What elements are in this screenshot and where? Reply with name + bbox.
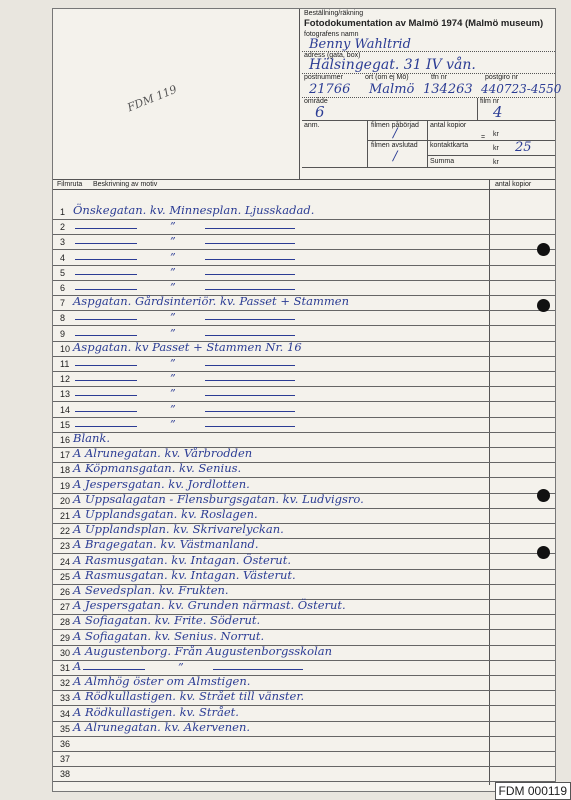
ditto-mark: ” bbox=[170, 281, 176, 294]
ditto-line bbox=[205, 426, 295, 427]
motif-description: Blank. bbox=[73, 431, 111, 445]
motif-description: A Alrunegatan. kv. Akervenen. bbox=[73, 719, 251, 734]
frame-number: 19 bbox=[60, 480, 71, 491]
frame-number: 15 bbox=[60, 419, 71, 430]
table-row bbox=[53, 266, 555, 281]
archive-stamp: FDM 119 bbox=[125, 82, 179, 115]
ditto-line bbox=[83, 669, 145, 670]
frame-number: 31 bbox=[60, 663, 71, 673]
ditto-line bbox=[75, 335, 137, 336]
ditto-line bbox=[75, 365, 137, 366]
col-copies-header: antal kopior bbox=[495, 181, 532, 188]
ditto-line bbox=[75, 426, 137, 427]
ditto-line bbox=[205, 335, 295, 336]
film-finished-value: / bbox=[393, 149, 398, 164]
ditto-mark: ” bbox=[170, 417, 176, 431]
phone-value: 134263 bbox=[423, 82, 473, 97]
ditto-line bbox=[75, 228, 137, 229]
motif-description: A bbox=[73, 659, 82, 673]
ditto-line bbox=[75, 274, 137, 275]
table-row bbox=[53, 418, 555, 433]
frame-number: 27 bbox=[60, 602, 71, 613]
kr-label-3: kr bbox=[493, 159, 499, 166]
frame-number: 34 bbox=[60, 708, 71, 719]
photographer-label: fotografens namn bbox=[304, 31, 359, 38]
motif-description: A Rasmusgatan. kv. Intagan. Österut. bbox=[73, 552, 291, 567]
motif-description: A Jespersgatan. kv. Jordlotten. bbox=[73, 476, 250, 491]
frame-number: 17 bbox=[60, 450, 71, 461]
table-row bbox=[53, 752, 555, 767]
frame-number: 24 bbox=[60, 556, 71, 567]
table-row bbox=[53, 296, 555, 311]
area-value: 6 bbox=[315, 103, 325, 121]
table-row bbox=[53, 251, 555, 266]
motif-description: A Upplandsplan. kv. Skrivarelyckan. bbox=[73, 522, 284, 537]
frame-number: 18 bbox=[60, 465, 71, 476]
postal-label: postnummer bbox=[304, 74, 343, 81]
film-begun-value: / bbox=[393, 126, 398, 141]
motif-description: A Sofiagatan. kv. Frite. Söderut. bbox=[73, 613, 261, 628]
motif-description: A Rödkullastigen. kv. Strået. bbox=[73, 704, 239, 719]
table-row bbox=[53, 311, 555, 326]
motif-description: A Bragegatan. kv. Västmanland. bbox=[73, 537, 259, 552]
form-title: Fotodokumentation av Malmö 1974 (Malmö museum) bbox=[304, 18, 544, 29]
ditto-line bbox=[205, 243, 295, 244]
film-no-label: film nr bbox=[480, 98, 500, 105]
address-value: Hälsingegat. 31 IV vån. bbox=[309, 57, 476, 73]
frame-number: 26 bbox=[60, 587, 71, 597]
ditto-line bbox=[205, 228, 295, 229]
ditto-mark: ” bbox=[170, 311, 176, 325]
punch-hole bbox=[537, 299, 550, 312]
address-label: adress (gata, box) bbox=[304, 52, 361, 59]
punch-hole bbox=[537, 546, 550, 559]
phone-label: tfn nr bbox=[431, 74, 447, 81]
frame-number: 13 bbox=[60, 389, 71, 400]
frame-number: 29 bbox=[60, 632, 71, 643]
ditto-mark: ” bbox=[170, 250, 176, 264]
frame-number: 16 bbox=[60, 435, 71, 445]
frame-number: 4 bbox=[60, 252, 66, 263]
frame-number: 9 bbox=[60, 328, 66, 339]
motif-description: A Augustenborg. Från Augustenborgsskolan bbox=[73, 643, 333, 658]
frame-number: 14 bbox=[60, 404, 71, 415]
motif-description: A Jespersgatan. kv. Grunden närmast. Österut. bbox=[73, 598, 346, 613]
frame-number: 28 bbox=[60, 617, 71, 628]
film-begun-label: filmen påbörjad bbox=[371, 122, 419, 129]
ditto-mark: ” bbox=[178, 661, 184, 674]
ditto-line bbox=[205, 319, 295, 320]
ditto-line bbox=[205, 380, 295, 381]
ditto-line bbox=[205, 395, 295, 396]
order-label: Beställning/räkning bbox=[304, 10, 364, 17]
col-frame-header: Filmruta bbox=[57, 181, 83, 188]
film-no-value: 4 bbox=[493, 103, 503, 121]
giro-label: postgiro nr bbox=[485, 74, 519, 81]
motif-description: Aspgatan. Gårdsinteriör. kv. Passet + Stammen bbox=[73, 294, 349, 309]
table-row bbox=[53, 767, 555, 782]
ditto-mark: ” bbox=[170, 326, 176, 340]
frame-number: 12 bbox=[60, 374, 71, 385]
motif-description: Aspgatan. kv Passet + Stammen Nr. 16 bbox=[73, 339, 302, 354]
ditto-line bbox=[75, 243, 137, 244]
table-row bbox=[53, 205, 555, 220]
area-label: område bbox=[304, 98, 328, 105]
frame-number: 22 bbox=[60, 526, 71, 537]
table-row bbox=[53, 220, 555, 235]
motif-description: A Köpmansgatan. kv. Senius. bbox=[73, 461, 242, 476]
ditto-line bbox=[205, 289, 295, 290]
motif-description: A Sevedsplan. kv. Frukten. bbox=[73, 583, 229, 597]
frame-number: 33 bbox=[60, 693, 71, 704]
ditto-mark: ” bbox=[170, 387, 176, 401]
frame-number: 11 bbox=[60, 359, 70, 369]
sum-label: Summa bbox=[430, 158, 455, 165]
note-label: anm. bbox=[304, 122, 320, 129]
motif-description: A Alrunegatan. kv. Vårbrodden bbox=[73, 446, 253, 461]
frame-number: 21 bbox=[60, 511, 71, 521]
ditto-line bbox=[205, 259, 295, 260]
frame-number: 10 bbox=[60, 343, 71, 354]
motif-description: A Rödkullastigen. kv. Strået till vänster. bbox=[73, 689, 305, 704]
header-divider bbox=[299, 9, 300, 179]
motif-description: A Sofiagatan. kv. Senius. Norrut. bbox=[73, 628, 265, 643]
ditto-line bbox=[75, 319, 137, 320]
frame-number: 23 bbox=[60, 541, 71, 552]
ditto-line bbox=[205, 365, 295, 366]
city-value: Malmö bbox=[369, 82, 415, 97]
ditto-line bbox=[75, 289, 137, 290]
table-row bbox=[53, 403, 555, 418]
contact-value: 25 bbox=[515, 140, 532, 155]
frame-number: 30 bbox=[60, 647, 71, 658]
frame-number: 1 bbox=[60, 207, 66, 217]
table-row bbox=[53, 235, 555, 250]
copies-label: antal kopior bbox=[430, 122, 467, 129]
ditto-line bbox=[75, 395, 137, 396]
ditto-line bbox=[75, 259, 137, 260]
frame-number: 6 bbox=[60, 283, 66, 293]
table-row bbox=[53, 372, 555, 387]
contact-label: kontaktkarta bbox=[430, 142, 469, 149]
ditto-mark: ” bbox=[170, 372, 176, 386]
ditto-mark: ” bbox=[170, 357, 176, 370]
film-finished-label: filmen avslutad bbox=[371, 142, 418, 149]
ditto-mark: ” bbox=[170, 265, 176, 279]
ditto-line bbox=[213, 669, 303, 670]
frame-number: 20 bbox=[60, 495, 71, 506]
frame-number: 36 bbox=[60, 739, 71, 749]
frame-number: 2 bbox=[60, 222, 66, 233]
kr-label-2: kr bbox=[493, 145, 499, 152]
ditto-mark: ” bbox=[170, 220, 176, 234]
punch-hole bbox=[537, 489, 550, 502]
table-row bbox=[53, 643, 555, 661]
header-bottom-line bbox=[53, 179, 555, 180]
col-desc-header: Beskrivning av motiv bbox=[93, 181, 158, 188]
frame-number: 5 bbox=[60, 267, 66, 278]
kr-label-1: kr bbox=[493, 131, 499, 138]
motif-description: A Almhög öster om Almstigen. bbox=[73, 674, 251, 689]
motif-description: A Rasmusgatan. kv. Intagan. Västerut. bbox=[73, 567, 296, 582]
frame-number: 35 bbox=[60, 723, 71, 734]
frame-number: 8 bbox=[60, 313, 66, 324]
ditto-line bbox=[205, 411, 295, 412]
table-row bbox=[53, 339, 555, 357]
frame-number: 7 bbox=[60, 298, 66, 309]
giro-value: 440723-4550 bbox=[481, 82, 562, 96]
photographer-value: Benny Wahltrid bbox=[309, 37, 411, 52]
archive-reference: FDM 000119 bbox=[495, 782, 571, 800]
ditto-line bbox=[205, 274, 295, 275]
motif-description: Önskegatan. kv. Minnesplan. Ljusskadad. bbox=[73, 203, 315, 217]
frame-number: 38 bbox=[60, 769, 71, 780]
postal-value: 21766 bbox=[309, 82, 351, 97]
ditto-mark: ” bbox=[170, 402, 176, 416]
motif-description: A Upplandsgatan. kv. Roslagen. bbox=[73, 507, 258, 521]
table-row bbox=[53, 387, 555, 402]
ditto-mark: ” bbox=[170, 235, 176, 249]
frame-number: 37 bbox=[60, 754, 71, 765]
city-label: ort (om ej Mö) bbox=[365, 74, 409, 81]
frame-number: 3 bbox=[60, 237, 66, 248]
frame-number: 32 bbox=[60, 678, 71, 689]
frame-number: 25 bbox=[60, 571, 71, 582]
ditto-line bbox=[75, 411, 137, 412]
table-row bbox=[53, 719, 555, 737]
eq-sign: = bbox=[481, 134, 486, 141]
table-row bbox=[53, 737, 555, 752]
table-row bbox=[53, 357, 555, 372]
punch-hole bbox=[537, 243, 550, 256]
ditto-line bbox=[75, 380, 137, 381]
motif-description: A Uppsalagatan - Flensburgsgatan. kv. Ludvigsro. bbox=[73, 491, 364, 506]
